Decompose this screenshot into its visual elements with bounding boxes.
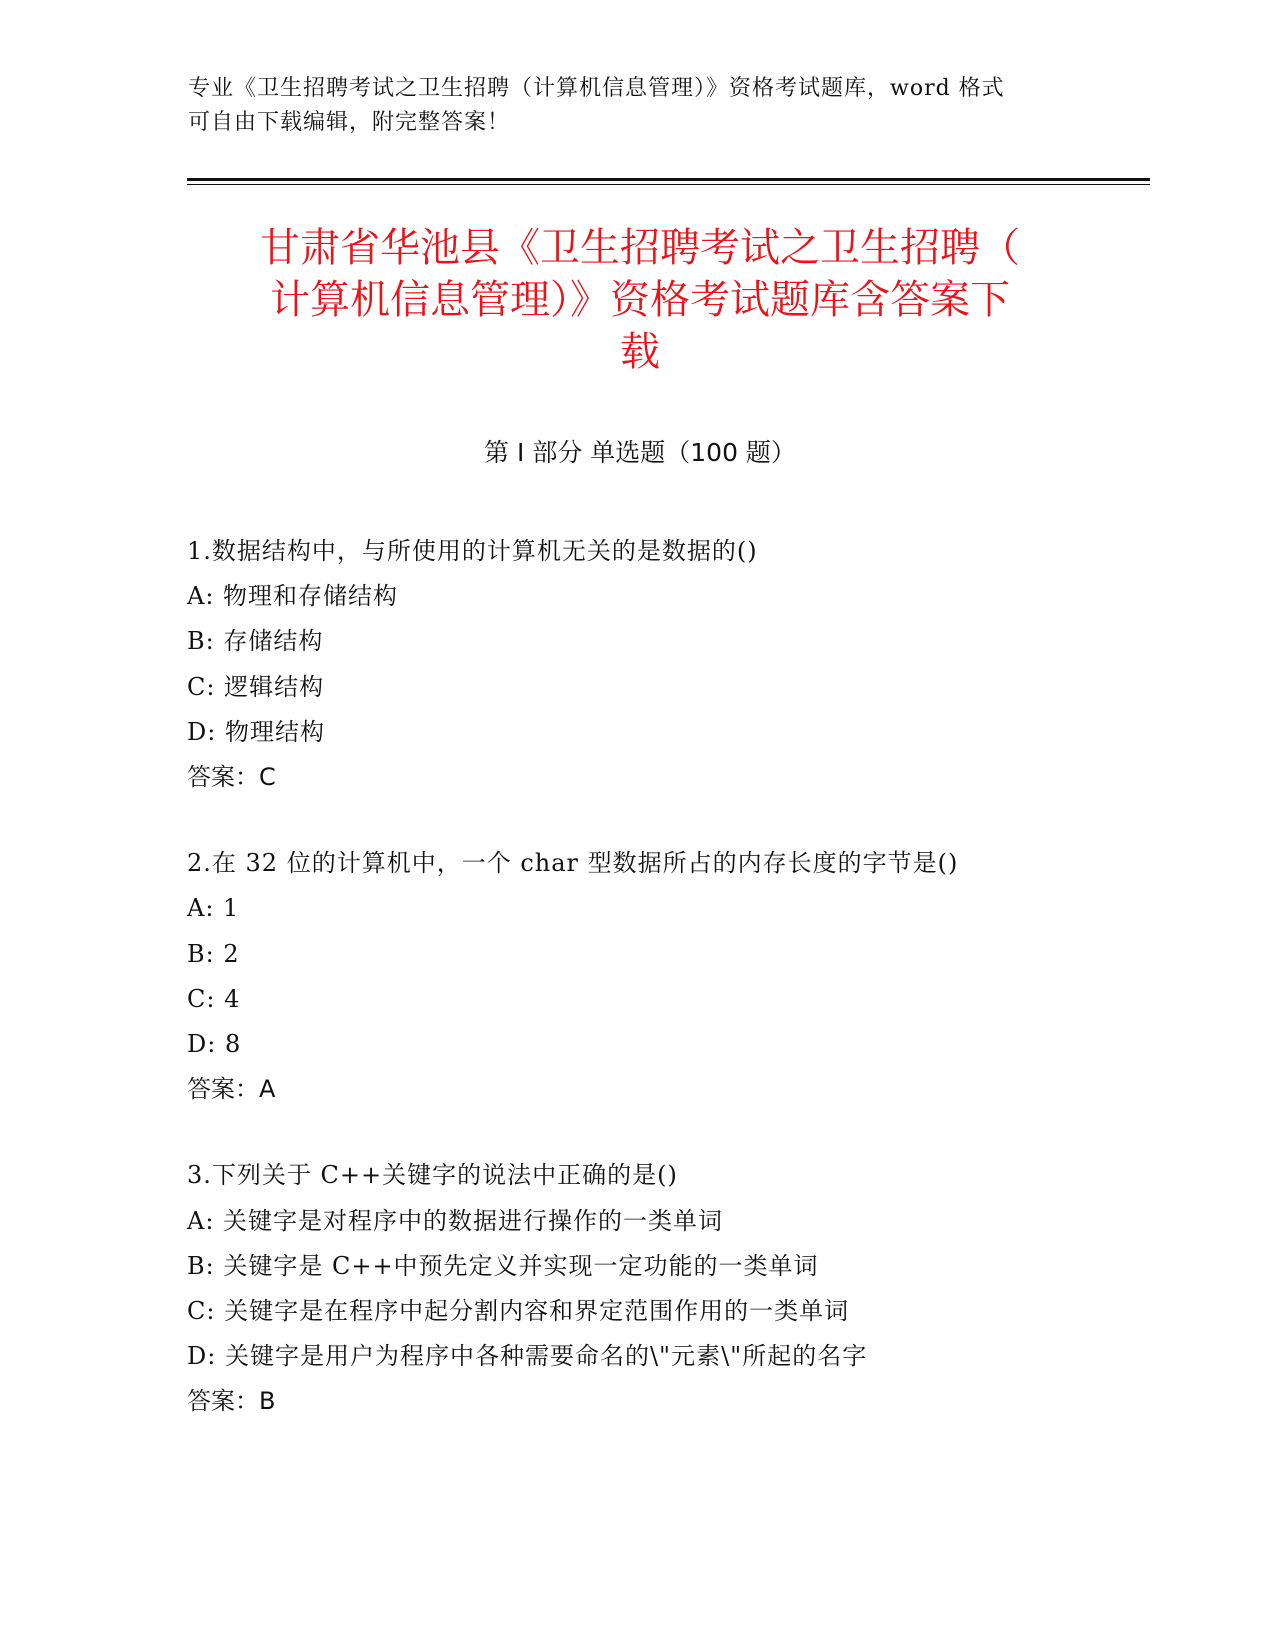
question-answer: 答案：B bbox=[187, 1387, 276, 1416]
header-note-line: 可自由下载编辑，附完整答案！ bbox=[188, 110, 511, 135]
question-option-d: D: 关键字是用户为程序中各种需要命名的\"元素\"所起的名字 bbox=[187, 1342, 868, 1371]
document-title-line: 甘肃省华池县《卫生招聘考试之卫生招聘（ bbox=[260, 225, 1020, 271]
question-option-c: C: 关键字是在程序中起分割内容和界定范围作用的一类单词 bbox=[187, 1297, 850, 1326]
document-title-line: 载 bbox=[620, 329, 660, 375]
question-option-d: D: 8 bbox=[187, 1030, 242, 1059]
question-option-d: D: 物理结构 bbox=[187, 717, 325, 746]
question-option-a: A: 关键字是对程序中的数据进行操作的一类单词 bbox=[187, 1206, 724, 1235]
header-note-line: 专业《卫生招聘考试之卫生招聘（计算机信息管理）》资格考试题库，word 格式 bbox=[188, 76, 1005, 101]
document-header-note bbox=[188, 72, 1068, 140]
header-divider-thin bbox=[187, 184, 1150, 185]
question-option-a: A: 物理和存储结构 bbox=[187, 582, 399, 611]
question-option-b: B: 2 bbox=[187, 939, 240, 968]
document-title bbox=[190, 222, 1090, 378]
question-option-c: C: 4 bbox=[187, 984, 241, 1013]
document-title-line: 计算机信息管理）》资格考试题库含答案下 bbox=[270, 277, 1010, 323]
header-divider-thick bbox=[187, 178, 1150, 181]
question-option-a: A: 1 bbox=[187, 894, 240, 923]
question-answer: 答案：C bbox=[187, 763, 276, 792]
question-stem: 1.数据结构中，与所使用的计算机无关的是数据的() bbox=[187, 537, 758, 565]
question-option-c: C: 逻辑结构 bbox=[187, 672, 325, 701]
question-list bbox=[187, 529, 1087, 1466]
question-option-b: B: 存储结构 bbox=[187, 627, 324, 656]
question-item bbox=[187, 1153, 1087, 1424]
question-option-b: B: 关键字是 C++中预先定义并实现一定功能的一类单词 bbox=[187, 1251, 819, 1280]
question-stem: 2.在 32 位的计算机中，一个 char 型数据所占的内存长度的字节是() bbox=[187, 849, 959, 878]
question-answer: 答案：A bbox=[187, 1075, 276, 1104]
section-title: 第 I 部分 单选题（100 题） bbox=[484, 438, 796, 467]
question-item bbox=[187, 529, 1087, 800]
question-stem: 3.下列关于 C++关键字的说法中正确的是() bbox=[187, 1161, 678, 1190]
question-item bbox=[187, 841, 1087, 1112]
